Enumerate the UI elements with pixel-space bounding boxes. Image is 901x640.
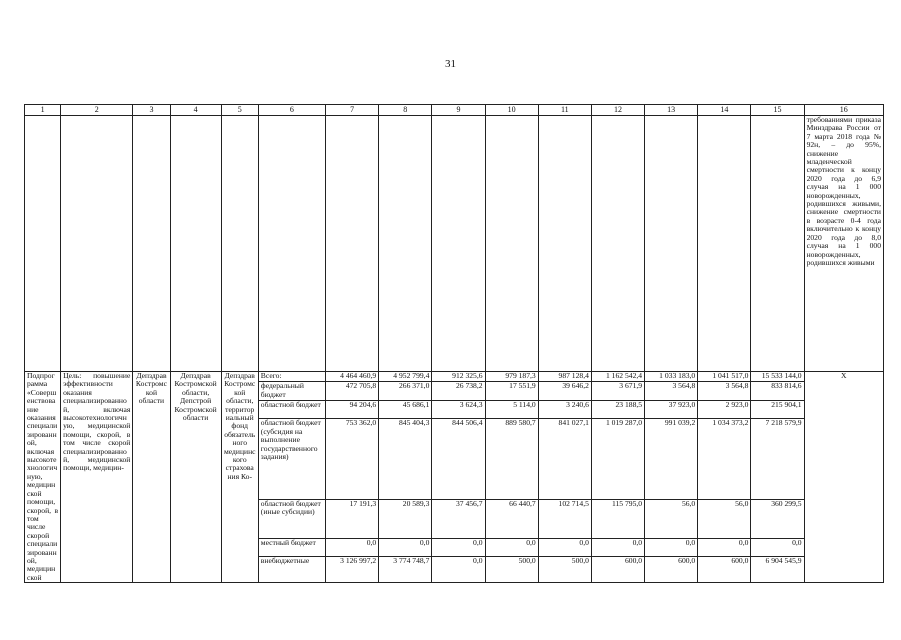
finance-value: 0,0	[432, 538, 485, 557]
finance-value: 600,0	[645, 557, 698, 583]
finance-value: 3 564,8	[698, 382, 751, 401]
col-header: 8	[379, 105, 432, 116]
finance-value: 4 952 799,4	[379, 372, 432, 382]
finance-source-label: областной бюджет (субсидия на выполнение государственного задания)	[258, 419, 325, 499]
col-header: 9	[432, 105, 485, 116]
finance-value: 987 128,4	[538, 372, 591, 382]
col-header: 7	[326, 105, 379, 116]
col-header: 11	[538, 105, 591, 116]
finance-value: 66 440,7	[485, 499, 538, 538]
finance-value: 6 904 545,9	[751, 557, 804, 583]
finance-value: 991 039,2	[645, 419, 698, 499]
program-table	[24, 104, 884, 583]
finance-value: 0,0	[485, 538, 538, 557]
col-header: 16	[804, 105, 883, 116]
finance-value: 0,0	[432, 557, 485, 583]
finance-value: 845 404,3	[379, 419, 432, 499]
finance-value: 2 923,0	[698, 400, 751, 419]
finance-value: 3 564,8	[645, 382, 698, 401]
col-header: 2	[61, 105, 133, 116]
finance-value: 20 589,3	[379, 499, 432, 538]
finance-value: 841 027,1	[538, 419, 591, 499]
finance-value: 0,0	[538, 538, 591, 557]
finance-value: 0,0	[591, 538, 644, 557]
col-header: 10	[485, 105, 538, 116]
finance-value: 115 795,0	[591, 499, 644, 538]
col-header: 6	[258, 105, 325, 116]
continuation-row	[25, 116, 884, 372]
finance-source-label: внебюджетные	[258, 557, 325, 583]
col-header: 3	[133, 105, 170, 116]
finance-value: 360 299,5	[751, 499, 804, 538]
finance-value: 266 371,0	[379, 382, 432, 401]
finance-value: 102 714,5	[538, 499, 591, 538]
finance-value: 912 325,6	[432, 372, 485, 382]
finance-value: 15 533 144,0	[751, 372, 804, 382]
finance-value: 500,0	[485, 557, 538, 583]
finance-value: 979 187,3	[485, 372, 538, 382]
finance-value: 215 904,1	[751, 400, 804, 419]
finance-value: 500,0	[538, 557, 591, 583]
finance-value: 39 646,2	[538, 382, 591, 401]
finance-value: 3 624,3	[432, 400, 485, 419]
responsible-executor: Депздрав Костромской области	[133, 372, 170, 583]
finance-value: 844 506,4	[432, 419, 485, 499]
col-header: 14	[698, 105, 751, 116]
finance-value: 3 671,9	[591, 382, 644, 401]
subprogram-name: Подпрограмма «Совершенствование оказания специализированной, включая высокотехнологичную, медицинской помощи, скорой, в том числе скорой специализированной, медицинской	[25, 372, 61, 583]
finance-value: 3 774 748,7	[379, 557, 432, 583]
finance-value: 3 126 997,2	[326, 557, 379, 583]
col-header: 15	[751, 105, 804, 116]
finance-value: 600,0	[698, 557, 751, 583]
col-header: 5	[221, 105, 258, 116]
header-row	[25, 105, 884, 116]
finance-value: 56,0	[698, 499, 751, 538]
finance-value: 37 456,7	[432, 499, 485, 538]
finance-value: 0,0	[698, 538, 751, 557]
finance-value: 3 240,6	[538, 400, 591, 419]
finance-source-label: федеральный бюджет	[258, 382, 325, 401]
target-indicators-text: требованиями приказа Минздрава России от 7 марта 2018 года № 92н, – до 95%, снижение младенческой смертности к концу 2020 года до 6,9 случая на 1 000 новорожденных, родившихся живыми, снижение смертности в возрасте 0-4 года включительно к концу 2020 года до 8,0 случая на 1 000 новорожденных, родившихся живыми	[804, 116, 883, 372]
finance-value: 1 162 542,4	[591, 372, 644, 382]
finance-value: 0,0	[751, 538, 804, 557]
finance-value: 4 464 460,9	[326, 372, 379, 382]
finance-value: 1 019 287,0	[591, 419, 644, 499]
finance-value: 0,0	[326, 538, 379, 557]
co-executors: Депздрав Костромской области, Депстрой Костромской области	[170, 372, 221, 583]
col-header: 12	[591, 105, 644, 116]
finance-source-label: областной бюджет (иные субсидии)	[258, 499, 325, 538]
finance-row-total	[25, 372, 884, 382]
col-header: 4	[170, 105, 221, 116]
finance-value: 17 551,9	[485, 382, 538, 401]
finance-value: 26 738,2	[432, 382, 485, 401]
col-header: 1	[25, 105, 61, 116]
finance-value: 472 705,8	[326, 382, 379, 401]
finance-value: 56,0	[645, 499, 698, 538]
col-header: 13	[645, 105, 698, 116]
finance-value: 37 923,0	[645, 400, 698, 419]
subprogram-goal: Цель: повышение эффективности оказания специализированной, включая высокотехнологичную, медицинской помощи, скорой, в том числе скорой специализированной, медицинской помощи, медицин-	[61, 372, 133, 583]
finance-value: 753 362,0	[326, 419, 379, 499]
finance-value: 45 686,1	[379, 400, 432, 419]
finance-value: 1 033 183,0	[645, 372, 698, 382]
finance-source-label: Всего:	[258, 372, 325, 382]
indicator-mark: X	[804, 372, 883, 583]
finance-value: 94 204,6	[326, 400, 379, 419]
participants: Депздрав Костромской области, территориальный фонд обязательного медицинского страхования Ко-	[221, 372, 258, 583]
finance-value: 0,0	[645, 538, 698, 557]
finance-source-label: местный бюджет	[258, 538, 325, 557]
finance-value: 1 041 517,0	[698, 372, 751, 382]
finance-value: 5 114,0	[485, 400, 538, 419]
finance-value: 7 218 579,9	[751, 419, 804, 499]
finance-value: 600,0	[591, 557, 644, 583]
finance-value: 17 191,3	[326, 499, 379, 538]
page-number: 31	[445, 58, 456, 70]
finance-value: 23 188,5	[591, 400, 644, 419]
finance-value: 889 580,7	[485, 419, 538, 499]
finance-value: 1 034 373,2	[698, 419, 751, 499]
finance-value: 833 814,6	[751, 382, 804, 401]
finance-source-label: областной бюджет	[258, 400, 325, 419]
finance-value: 0,0	[379, 538, 432, 557]
